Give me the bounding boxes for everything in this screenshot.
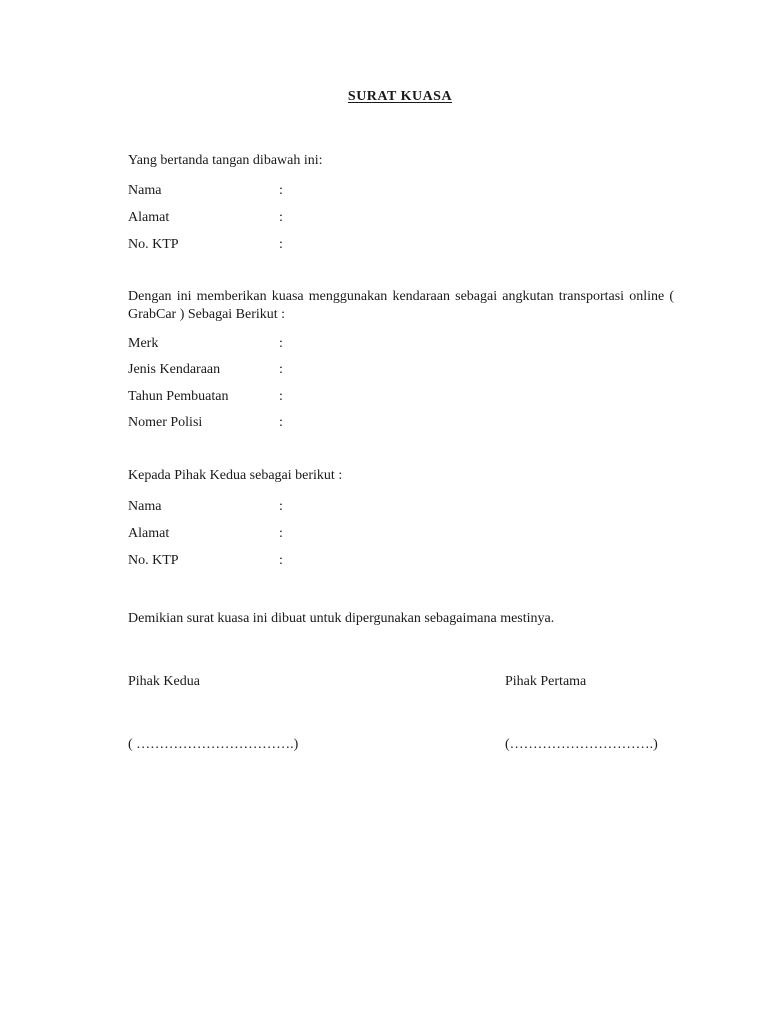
vehicle-year-row — [128, 388, 528, 406]
second-party-ktp-row — [128, 552, 528, 570]
field-separator: : — [279, 183, 283, 198]
signature-label-first-party: Pihak Pertama — [505, 674, 587, 689]
vehicle-plate-row — [128, 414, 528, 432]
field-separator: : — [279, 415, 283, 430]
field-separator: : — [279, 499, 283, 514]
field-label: Nomer Polisi — [128, 415, 203, 430]
first-party-ktp-row — [128, 236, 528, 254]
field-label: Jenis Kendaraan — [128, 362, 221, 377]
field-label: Tahun Pembuatan — [128, 389, 229, 404]
field-label: Nama — [128, 499, 162, 514]
field-separator: : — [279, 210, 283, 225]
field-separator: : — [279, 336, 283, 351]
signature-label-second-party: Pihak Kedua — [128, 674, 200, 689]
signature-line-first-party: (………………………….) — [505, 737, 658, 752]
field-label: No. KTP — [128, 553, 179, 568]
field-separator: : — [279, 526, 283, 541]
authorization-text: Dengan ini memberikan kuasa menggunakan kendaraan sebagai angkutan transportasi online ( GrabCar ) Sebagai Berikut : — [128, 289, 674, 322]
field-label: Nama — [128, 183, 162, 198]
second-party-intro: Kepada Pihak Kedua sebagai berikut : — [128, 468, 343, 483]
field-label: Alamat — [128, 526, 170, 541]
field-label: Alamat — [128, 210, 170, 225]
signature-line-second-party: ( …………………………….) — [128, 737, 299, 752]
field-label: Merk — [128, 336, 159, 351]
vehicle-brand-row — [128, 335, 528, 353]
field-separator: : — [279, 389, 283, 404]
second-party-address-row — [128, 525, 528, 543]
first-party-name-row — [128, 182, 528, 200]
field-separator: : — [279, 553, 283, 568]
second-party-name-row — [128, 498, 528, 516]
field-separator: : — [279, 237, 283, 252]
field-label: No. KTP — [128, 237, 179, 252]
closing-text: Demikian surat kuasa ini dibuat untuk dipergunakan sebagaimana mestinya. — [128, 611, 555, 626]
first-party-address-row — [128, 209, 528, 227]
intro-text: Yang bertanda tangan dibawah ini: — [128, 153, 323, 168]
field-separator: : — [279, 362, 283, 377]
vehicle-type-row — [128, 361, 528, 379]
document-title: SURAT KUASA — [347, 89, 453, 104]
